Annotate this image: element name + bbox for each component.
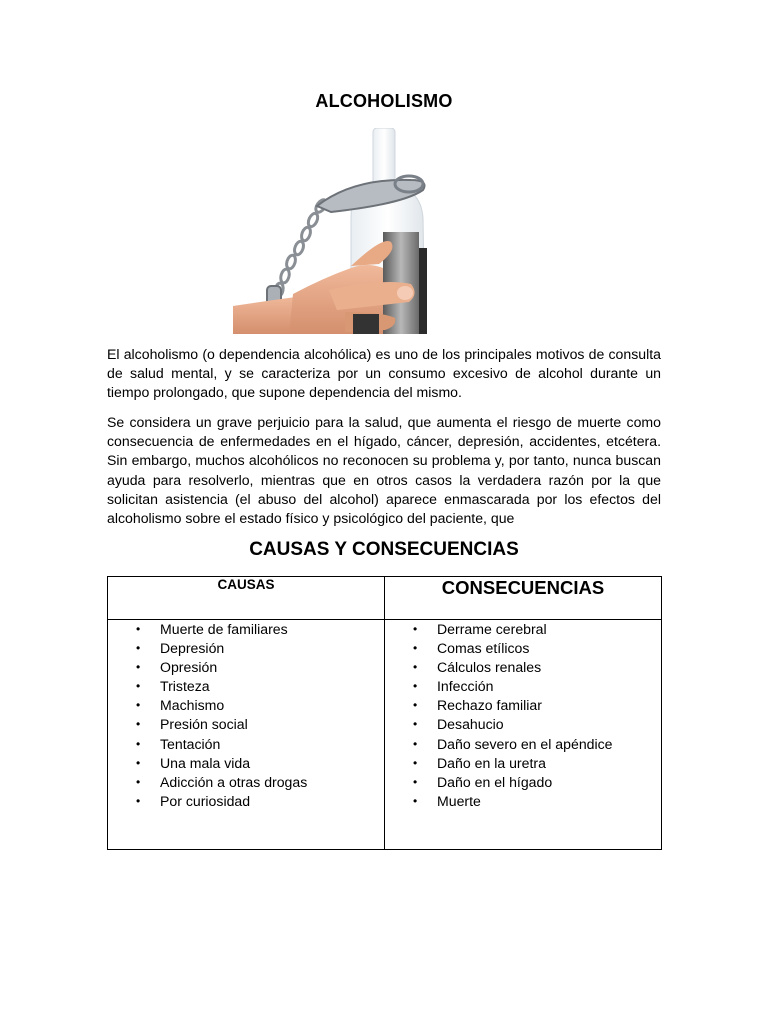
cause-text: Por curiosidad <box>160 792 251 809</box>
bullet-icon: • <box>413 736 418 751</box>
cause-text: Tentación <box>160 735 221 752</box>
bullet-icon: • <box>136 698 141 713</box>
bullet-icon: • <box>136 774 141 789</box>
cause-text: Depresión <box>160 640 225 657</box>
consequence-text: Muerte <box>437 792 481 809</box>
cause-text: Machismo <box>160 697 225 714</box>
consequence-text: Infección <box>437 678 494 695</box>
cause-text: Muerte de familiares <box>160 621 288 637</box>
cause-text: Tristeza <box>160 678 210 695</box>
causes-list <box>108 620 384 811</box>
bullet-icon: • <box>136 717 141 732</box>
document-title: ALCOHOLISMO <box>315 91 453 111</box>
consequence-text: Comas etílicos <box>437 640 530 657</box>
consequence-text: Derrame cerebral <box>437 621 547 637</box>
list-item <box>385 677 661 696</box>
bullet-icon: • <box>136 736 141 751</box>
cause-text: Una mala vida <box>160 754 251 771</box>
list-item <box>108 677 384 696</box>
list-item <box>108 754 384 773</box>
bullet-icon: • <box>413 717 418 732</box>
bullet-icon: • <box>413 698 418 713</box>
bullet-icon: • <box>413 793 418 808</box>
consequence-text: Rechazo familiar <box>437 697 542 714</box>
consequence-text: Daño severo en el apéndice <box>437 735 613 752</box>
consequence-text: Daño en la uretra <box>437 754 546 771</box>
consequences-cell <box>385 620 662 850</box>
causes-cell <box>108 620 385 850</box>
list-item <box>385 773 661 792</box>
list-item <box>108 696 384 715</box>
intro-paragraph: El alcoholismo (o dependencia alcohólica) es uno de los principales motivos de consulta de salud mental, y se caracteriza por un consumo excesivo de alcohol durante un tiempo prolongado, que supone dependencia del mismo. <box>107 346 661 401</box>
consequence-text: Daño en el hígado <box>437 773 553 790</box>
list-item <box>108 639 384 658</box>
bullet-icon: • <box>136 793 141 808</box>
health-risk-paragraph: Se considera un grave perjuicio para la salud, que aumenta el riesgo de muerte como consecuencia de enfermedades en el hígado, cáncer, depresión, accidentes, etcétera. Sin embargo, muchos alcohólicos no reconocen su problema y, por tanto, nunca buscan ayuda para resolverlo, mientras que en otros casos la verdadera razón por la que solicitan asistencia (el abuso del alcohol) aparece enmascarada por los efectos del alcoholismo sobre el estado físico y psicológico del paciente, que <box>107 414 661 527</box>
bullet-icon: • <box>413 641 418 656</box>
list-item <box>385 754 661 773</box>
table-header-row <box>108 577 662 620</box>
bullet-icon: • <box>413 622 418 636</box>
list-item <box>108 773 384 792</box>
list-item <box>385 792 661 811</box>
handcuffed-hand-bottle-photo <box>233 128 446 334</box>
bullet-icon: • <box>413 679 418 694</box>
consequences-header: CONSECUENCIAS <box>385 577 662 620</box>
list-item <box>108 792 384 811</box>
list-item <box>385 715 661 734</box>
bullet-icon: • <box>136 641 141 656</box>
consequence-text: Cálculos renales <box>437 659 542 676</box>
bullet-icon: • <box>413 660 418 675</box>
bullet-icon: • <box>413 774 418 789</box>
cause-text: Presión social <box>160 716 248 733</box>
causes-consequences-table <box>107 576 662 850</box>
list-item <box>108 620 384 639</box>
bullet-icon: • <box>136 755 141 770</box>
causes-header: CAUSAS <box>108 577 385 620</box>
list-item <box>385 639 661 658</box>
list-item <box>385 620 661 639</box>
list-item <box>385 696 661 715</box>
cause-text: Opresión <box>160 659 218 676</box>
consequence-text: Desahucio <box>437 716 504 733</box>
consequences-list <box>385 620 661 811</box>
bullet-icon: • <box>136 679 141 694</box>
list-item <box>108 735 384 754</box>
list-item <box>385 735 661 754</box>
bullet-icon: • <box>413 755 418 770</box>
cause-text: Adicción a otras drogas <box>160 773 308 790</box>
bullet-icon: • <box>136 660 141 675</box>
bullet-icon: • <box>136 622 141 636</box>
photo-illustration <box>233 128 446 334</box>
list-item <box>108 715 384 734</box>
table-body-row <box>108 620 662 850</box>
list-item <box>385 658 661 677</box>
section-title: CAUSAS Y CONSECUENCIAS <box>249 539 519 560</box>
list-item <box>108 658 384 677</box>
